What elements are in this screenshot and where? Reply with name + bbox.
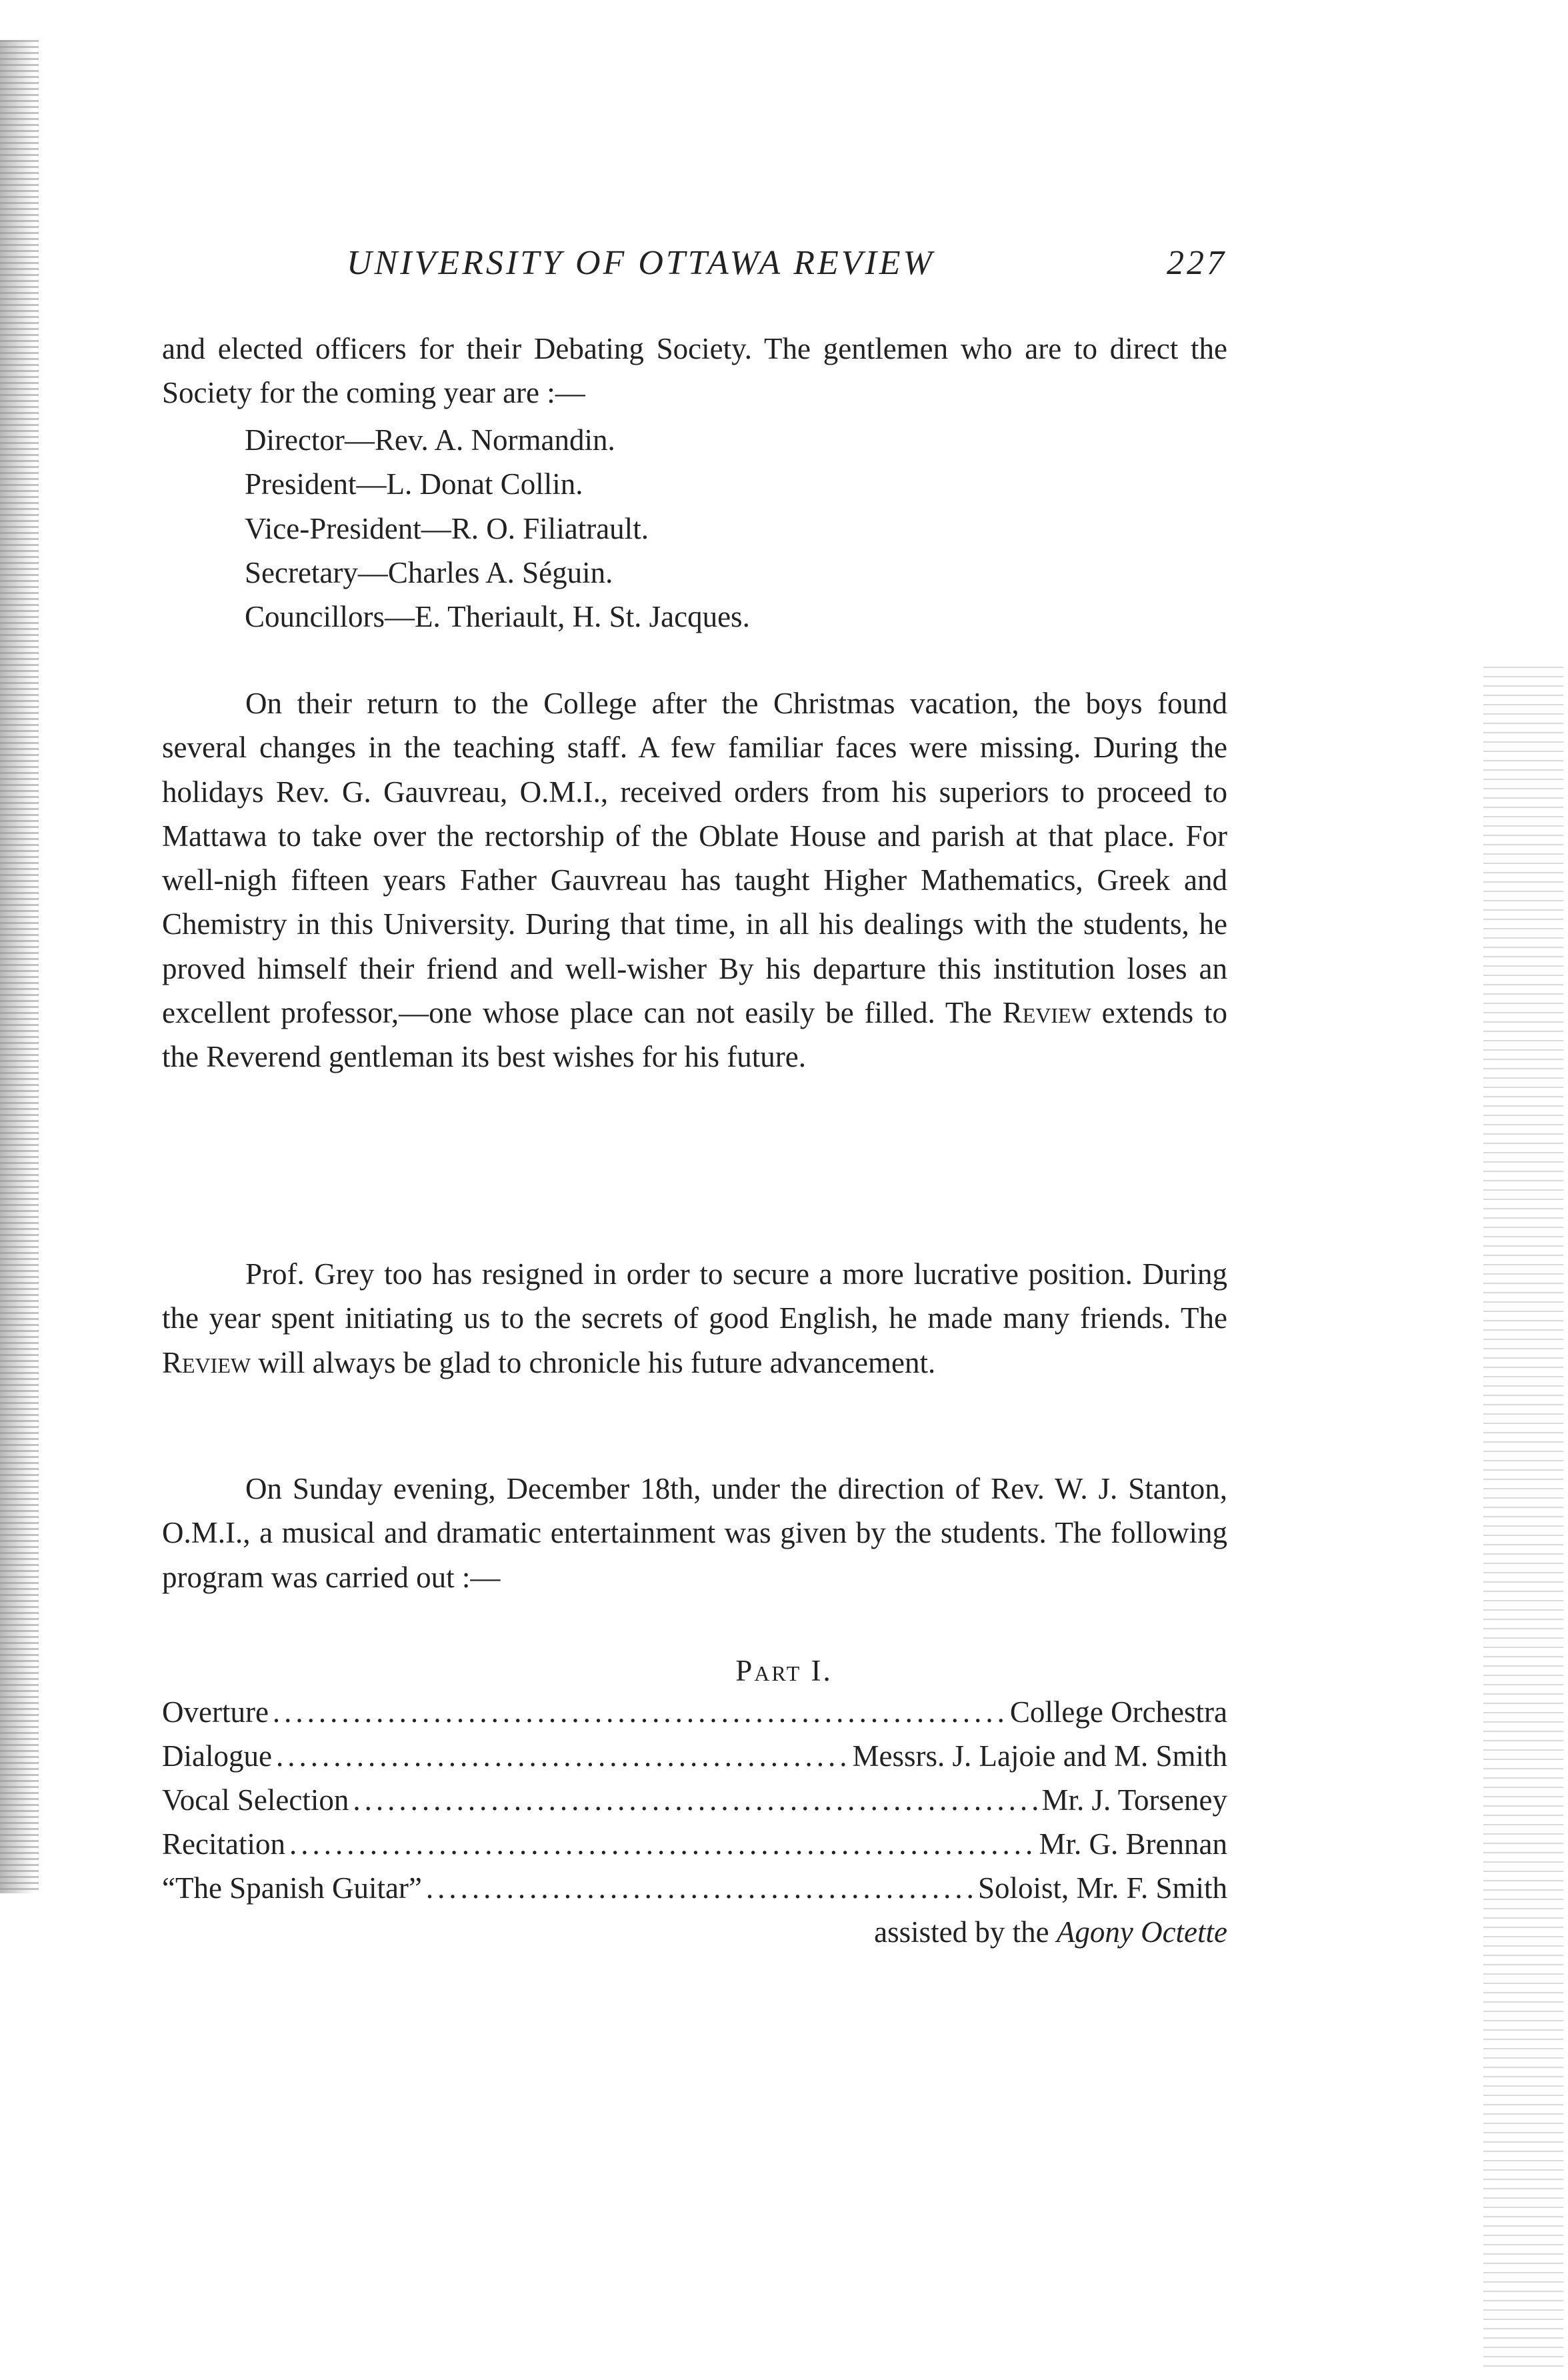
program-performer: College Orchestra xyxy=(1009,1695,1227,1729)
debating-intro-paragraph: and elected officers for their Debating Society. The gentlemen who are to direct the Society for the coming year are :— xyxy=(162,332,1227,410)
program-performer: Mr. G. Brennan xyxy=(1039,1827,1227,1861)
binding-edge-shadow xyxy=(0,40,39,1893)
program-item: “The Spanish Guitar” xyxy=(162,1871,422,1905)
assist-line xyxy=(162,1910,1227,1954)
dot-leader xyxy=(276,1734,849,1778)
review-name: Review xyxy=(162,1345,251,1379)
officer-line: President—L. Donat Collin. xyxy=(245,467,583,501)
program-item: Vocal Selection xyxy=(162,1783,349,1817)
officer-line: Secretary—Charles A. Séguin. xyxy=(245,555,613,589)
program-item: Dialogue xyxy=(162,1739,272,1773)
assist-prefix: assisted by the xyxy=(874,1915,1057,1949)
prof-grey-text: Prof. Grey too has resigned in order to secure a more lucrative position. During the year spent initiating us to the secrets of good English, he made many friends. The xyxy=(162,1257,1227,1335)
program-performer: Soloist, Mr. F. Smith xyxy=(977,1871,1227,1905)
part-heading: Part I. xyxy=(735,1654,833,1687)
staff-changes-text-end: extends to the Reverend gentleman its best wishes for his future. xyxy=(162,996,1227,1074)
officer-line: Vice-President—R. O. Filiatrault. xyxy=(245,511,649,545)
program-performer: Mr. J. Torseney xyxy=(1041,1783,1227,1817)
officer-line: Director—Rev. A. Normandin. xyxy=(245,423,615,457)
program-list xyxy=(162,1690,1227,1954)
program-item: Overture xyxy=(162,1695,269,1729)
review-name: Review xyxy=(1002,996,1091,1030)
program-row xyxy=(162,1866,1227,1910)
program-row xyxy=(162,1690,1227,1734)
staff-changes-text: On their return to the College after the Christmas vacation, the boys found several changes in the teaching staff. A few familiar faces were missing. During the holidays Rev. G. Gauvreau, O.M.I., received orders from his superiors to proceed to Mattawa to take over the rectorship of the Oblate House and parish at that place. For well-nigh fifteen years Father Gauvreau has taught Higher Mathematics, Greek and Chemistry in this University. During that time, in all his dealings with the students, he proved himself their friend and well-wisher By his departure this institution loses an excellent professor,—one whose place can not easily be filled. The xyxy=(162,687,1227,1030)
officer-line: Councillors—E. Theriault, H. St. Jacques. xyxy=(245,600,750,634)
dot-leader xyxy=(273,1690,1006,1734)
running-header xyxy=(347,243,1227,283)
page-number: 227 xyxy=(1167,244,1227,282)
dot-leader xyxy=(426,1866,974,1910)
program-row xyxy=(162,1822,1227,1866)
prof-grey-paragraph xyxy=(162,1252,1227,1385)
prof-grey-text-end: will always be glad to chronicle his future advancement. xyxy=(251,1345,936,1379)
dot-leader xyxy=(289,1822,1035,1866)
running-title: UNIVERSITY OF OTTAWA REVIEW xyxy=(347,244,935,282)
assist-group: Agony Octette xyxy=(1056,1915,1227,1949)
right-edge-shadow xyxy=(1483,667,1563,2373)
program-row xyxy=(162,1778,1227,1822)
officers-list xyxy=(245,418,750,639)
staff-changes-paragraph xyxy=(162,681,1227,1079)
program-row xyxy=(162,1734,1227,1778)
program-performer: Messrs. J. Lajoie and M. Smith xyxy=(852,1739,1227,1773)
dot-leader xyxy=(353,1778,1037,1822)
entertainment-paragraph: On Sunday evening, December 18th, under the direction of Rev. W. J. Stanton, O.M.I., a musical and dramatic entertainment was given by the students. The following program was carried out :— xyxy=(162,1472,1227,1594)
program-item: Recitation xyxy=(162,1827,285,1861)
